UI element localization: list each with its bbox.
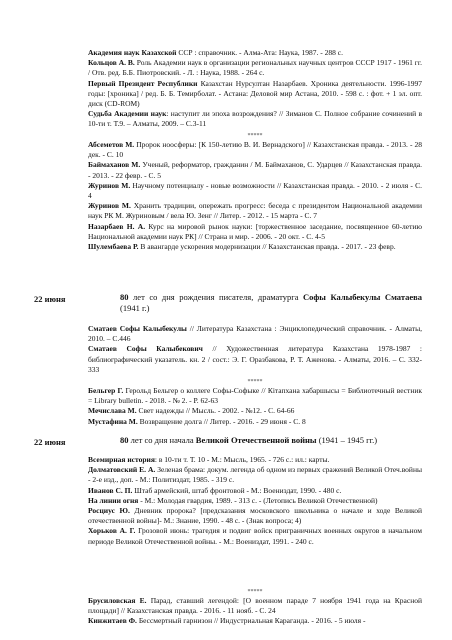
bibliography-entry xyxy=(88,160,422,180)
entry-text: Научному потенциалу - новые возможности // Казахстанская правда. - 2010. - 2 июля - С. 4 xyxy=(88,180,422,201)
entry-author: Сматаев Софы Калыбекович xyxy=(88,344,203,354)
entry-author: Мечислава М. xyxy=(88,406,137,416)
bibliography-entry xyxy=(88,455,422,465)
entry-text: В авангарде ускорения модернизации // Казахстанская правда. - 2017. - 23 февр. xyxy=(138,242,396,252)
entry-text: Герольд Бельгер о коллеге Софы-Софыке // Кітапхана хабаршысы = Библиотечный вестник = Library bulletin. - 2018. - № 2. - Р. 62-63 xyxy=(88,386,422,406)
entry-text: ССР : справочник. - Алма-Ата: Наука, 1987. - 288 с. xyxy=(176,48,343,57)
entry-author: Мустафина М. xyxy=(88,416,138,426)
entry-text: Бессмертный гарнизон // Индустриальная Караганда. - 2016. - 5 июля - xyxy=(136,616,366,626)
bibliography-entry xyxy=(88,58,422,78)
anniversary-heading-2 xyxy=(120,435,422,446)
entry-text: Курс на мировой рынок науки: [торжественное заседание, посвященное 60-летию Национальной академии наук РК] // Страна и мир. - 2006. - 20 окт. - С. 4-5 xyxy=(88,221,423,241)
entry-text: Ученый, реформатор, гражданин / М. Баймаханов, С. Ударцев // Казахстанская правда. - 2013. - 22 февр. - С. 5 xyxy=(88,160,422,180)
entry-text: Хранить традиции, опережать прогресс: беседа с президентом Национальной академии наук РК М. Журиновым / вела Ю. Зенг // Литер. - 2012. - 15 марта - С. 7 xyxy=(88,201,422,221)
event-name: Великой Отечественной войны xyxy=(195,435,317,445)
bibliography-block-smataev-articles xyxy=(88,378,422,427)
bibliography-block-articles xyxy=(88,132,422,252)
entry-text: Штаб армейский, штаб фронтовой - М.: Воениздат, 1990. - 480 с. xyxy=(132,485,342,495)
date-label-1: 22 июня xyxy=(34,294,66,304)
bibliography-entry xyxy=(88,496,422,506)
entry-author: На линии огня xyxy=(88,495,139,505)
bibliography-entry xyxy=(88,417,422,427)
bibliography-entry xyxy=(88,506,422,526)
bibliography-block-war-articles xyxy=(88,588,422,627)
date-label-2: 22 июня xyxy=(34,437,66,447)
bibliography-block-academy xyxy=(88,48,422,130)
entry-text: // Художественная литература Казахстана 1978-1987 : библиографический указатель. кн. 2 / сост.: Э. Г. Оразбакова, Р. Т. Аженова. - Алматы, 2016. – С. 332-333 xyxy=(88,344,423,374)
entry-author: Академия наук Казахской xyxy=(88,48,177,57)
entry-author: Журинов М. xyxy=(88,201,131,211)
entry-text: Пророк ноосферы: [К 150-летию В. И. Вернадского] // Казахстанская правда. - 2013. - 28 дек. - С. 10 xyxy=(88,140,422,160)
entry-author: Кольцов А. В. xyxy=(88,58,135,68)
entry-text: Свет надежды // Мысль. - 2002. - №12. - С. 64-66 xyxy=(136,406,295,416)
bibliography-block-war-books xyxy=(88,455,422,547)
entry-author: Назарбаев Н. А. xyxy=(88,221,146,231)
bibliography-entry xyxy=(88,201,422,221)
separator-stars: ***** xyxy=(247,589,263,595)
bibliography-entry xyxy=(88,486,422,496)
bibliography-entry xyxy=(88,616,422,626)
bibliography-entry xyxy=(88,109,422,129)
entry-author: Баймаханов М. xyxy=(88,160,141,170)
entry-author: Сматаев Софы Калыбекулы xyxy=(88,324,187,333)
heading-text: лет со дня рождения писателя, драматурга xyxy=(128,292,304,302)
entry-author: Брусиловская Е. xyxy=(88,596,147,605)
bibliography-entry xyxy=(88,344,422,375)
bibliography-entry xyxy=(88,596,422,616)
bibliography-entry xyxy=(88,465,422,485)
anniversary-heading-1 xyxy=(120,292,422,314)
entry-text: Парад, ставший легендой: [О военном параде 7 ноября 1941 года на Красной площади] // Казахстанская правда. - 2016. - 11 нояб. - С. 24 xyxy=(88,596,422,616)
entry-text: Возвращение долга // Литер. - 2016. - 29 июня - С. 8 xyxy=(137,416,306,426)
bibliography-entry xyxy=(88,222,422,242)
bibliography-entry xyxy=(88,181,422,201)
entry-author: Судьба Академии наук xyxy=(88,109,167,119)
entry-author: Абсеметов М. xyxy=(88,140,135,149)
entry-text: - М.: Молодая гвардия, 1989. - 313 с. - (Летопись Великой Отечественной) xyxy=(138,495,378,505)
bibliography-entry xyxy=(88,140,422,160)
bibliography-entry xyxy=(88,324,422,344)
heading-years: (1941 – 1945 гг.) xyxy=(316,435,378,445)
entry-author: Долматовский Е. А. xyxy=(88,465,156,475)
bibliography-block-smataev xyxy=(88,324,422,375)
entry-author: Хорьков А. Г. xyxy=(88,526,136,536)
bibliography-entry xyxy=(88,48,422,58)
anniversary-number: 80 xyxy=(120,292,129,302)
entry-author: Росциус Ю. xyxy=(88,506,130,516)
entry-text: : в 10-ти т. Т. 10 - М.: Мысль, 1965. - 726 с.: ил.: карты. xyxy=(154,455,330,464)
separator-stars: ***** xyxy=(247,379,263,385)
entry-author: Шулембаева Р. xyxy=(88,242,139,252)
entry-author: Бельгер Г. xyxy=(88,386,124,395)
entry-author: Иванов С. П. xyxy=(88,485,133,495)
anniversary-number: 80 xyxy=(120,435,129,445)
bibliography-entry xyxy=(88,406,422,416)
entry-text: Грозовой июнь: трагедия и подвиг войск приграничных военных округов в начальном периоде Великой Отечественной войны. - М.: Воениздат, 1991. - 240 с. xyxy=(88,526,422,546)
entry-author: Кинжитаев Ф. xyxy=(88,616,137,626)
bibliography-entry xyxy=(88,79,422,110)
entry-text: Дневник пророка? [предсказания московского школьника о начале и ходе Великой отечественной войны]- М.: Знание, 1990. - 48 с. - (Знак вопроса; 4) xyxy=(88,506,422,526)
honoree-name: Софы Калыбекулы Сматаева xyxy=(303,292,422,302)
bibliography-entry xyxy=(88,386,422,406)
entry-author: Первый Президент Республики xyxy=(88,78,198,88)
heading-text: лет со дня начала xyxy=(128,435,196,445)
entry-text: : наступит ли эпоха возрождения? // Зиманов С. Полное собрание сочинений в 10-ти т. Т.9. – Алматы, 2009. – С.3-11 xyxy=(88,109,422,129)
entry-text: // Литература Казахстана : Энциклопедический справочник. - Алматы, 2010. – С.446 xyxy=(88,324,422,344)
bibliography-entry xyxy=(88,242,422,252)
entry-author: Журинов М. xyxy=(88,180,131,190)
entry-text: Казахстан Нурсултан Назарбаев. Хроника деятельности. 1996-1997 годы: [хроника] / ред. Б. Б. Темирболат. - Астана: Деловой мир Астана, 2010. - 598 с. : фот. + 1 эл. опт. диск (CD-ROM) xyxy=(88,78,422,109)
separator-stars: ***** xyxy=(247,133,263,139)
entry-author: Всемирная история xyxy=(88,455,155,464)
entry-text: Роль Академии наук в организации региональных научных центров СССР 1917 - 1961 гг. / Отв. ред. Б.Б. Пиотровский. - Л. : Наука, 1988. - 264 с. xyxy=(88,58,422,78)
entry-text: Зеленая брама: докум. легенда об одном из первых сражений Великой Отеч.войны - 2-е изд., доп. - М.: Политиздат, 1985. - 319 с. xyxy=(88,465,422,485)
heading-years: (1941 г.) xyxy=(120,303,150,313)
bibliography-entry xyxy=(88,526,422,546)
